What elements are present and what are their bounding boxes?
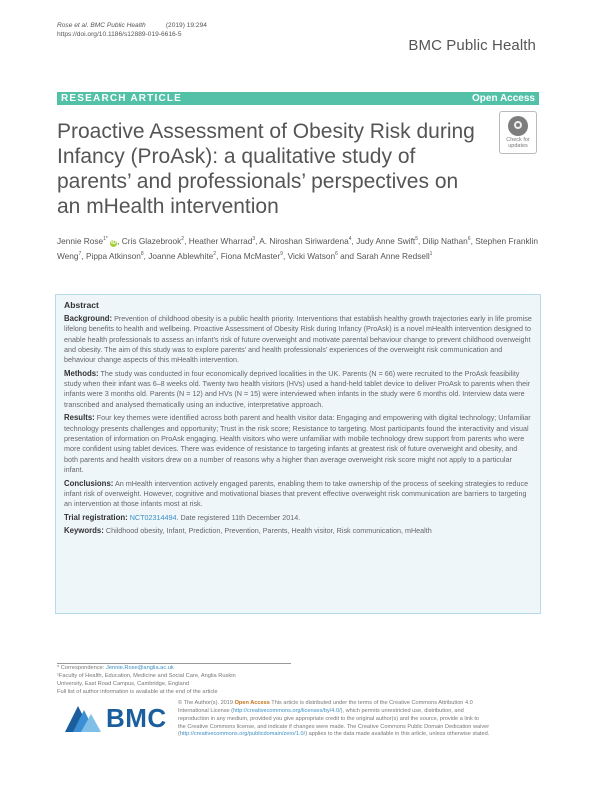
author-info-note: Full list of author information is available at the end of the article bbox=[57, 688, 218, 695]
bmc-logo-text: BMC bbox=[106, 703, 167, 733]
abstract-conclusions: Conclusions: An mHealth intervention actively engaged parents, enabling them to take ownership of the process of seeking strategies to reduce infant risk of overweight. However, cognitive and motivational biases that prevent effective overweight risk communication are barriers to targeting an intervention at those infants most at risk. bbox=[64, 478, 529, 509]
author-affiliation-mark: 6 bbox=[335, 250, 338, 257]
open-access-label: Open Access bbox=[472, 93, 535, 104]
updates-label: updates bbox=[508, 143, 528, 149]
citation: Rose et al. BMC Public Health bbox=[57, 22, 146, 29]
author-affiliation-mark: 6 bbox=[467, 236, 471, 242]
author-name[interactable]: Judy Anne Swift$^5$ bbox=[356, 236, 418, 246]
check-for-label: Check for bbox=[506, 137, 530, 143]
author-name[interactable]: Fiona McMaster$^9$ bbox=[220, 250, 283, 261]
author-name[interactable]: Pippa Atkinson$^8$ bbox=[85, 250, 144, 261]
orcid-icon[interactable]: iD bbox=[111, 240, 117, 246]
affiliation-line2: University, East Road Campus, Cambridge, England bbox=[57, 680, 190, 687]
author-name[interactable]: Vicki Watson$^6$ bbox=[287, 250, 338, 261]
footnote-divider bbox=[57, 663, 291, 664]
author-name[interactable]: Jennie Rose$^{1*}$ iD bbox=[57, 236, 117, 246]
abstract-results: Results: Four key themes were identified across both parent and health visitor data: Engaging and empowering with digital technology; Unfamiliar technology presents challenges and opportunity; Trust in the risk score; Resistance to targeting. Most participants found the interactivity and visual presentation of information on ProAsk engaging. Health visitors who were unfamiliar with mobile technology drew support from parents who were more confident using tablet devices. There was evidence of resistance to targeting infants at greatest risk of future overweight and obesity, and both parents and health visitors drew on a number of reasons why a higher than average overweight risk score might not apply to a particular infant. bbox=[64, 413, 531, 474]
journal-name: BMC Public Health bbox=[408, 37, 536, 54]
author-name[interactable]: A. Niroshan Siriwardena$^4$ bbox=[259, 236, 352, 246]
doi-link[interactable]: https://doi.org/10.1186/s12889-019-6616-5 bbox=[57, 31, 182, 39]
abstract-trial-registration: Trial registration: NCT02314494. Date registered 11th December 2014. bbox=[64, 512, 301, 522]
article-title: Proactive Assessment of Obesity Risk during Infancy (ProAsk): a qualitative study of parents’ and professionals’ perspectives on an mHealth intervention bbox=[57, 120, 475, 218]
author-affiliation-mark: 3 bbox=[252, 236, 256, 242]
abstract-heading: Abstract bbox=[64, 300, 99, 310]
article-type: RESEARCH ARTICLE bbox=[61, 93, 183, 104]
author-name[interactable]: Cris Glazebrook$^2$ bbox=[121, 236, 185, 246]
cc-by-link[interactable]: http://creativecommons.org/licenses/by/4.0/ bbox=[233, 707, 341, 714]
running-header bbox=[57, 21, 207, 39]
abstract-methods: Methods: The study was conducted in four economically deprived localities in the UK. Parents (N = 66) were recruited to the ProAsk feasibility study when their infant was 6–8 weeks old. Twenty two health visitors (HVs) used a hand-held tablet device to deliver ProAsk to parents when their infants were 3 months old. Parents (N = 12) and HVs (N = 15) were interviewed when infants in the study were 6 months old. Interview data were transcribed and analysed thematically using an inductive, interpretative approach. bbox=[64, 368, 531, 409]
year-issue: (2019) 19:294 bbox=[165, 22, 207, 29]
author-affiliation-mark: 1 bbox=[429, 250, 433, 257]
abstract-box bbox=[55, 294, 541, 614]
cc0-link[interactable]: http://creativecommons.org/publicdomain/zero/1.0/ bbox=[179, 731, 306, 738]
author-list: Jennie Rose$^{1*}$ iD, Cris Glazebrook$^2$, Heather Wharrad$^3$, A. Niroshan Siriwardena$^4$, Judy Anne Swift$^5$, Dilip Nathan$^6$, Stephen Franklin Weng$^7$, Pippa Atkinson$^8$, Joanne Ablewhite$^2$, Fiona McMaster$^9$, Vicki Watson$^6$ and Sarah Anne Redsell$^1$ bbox=[57, 236, 538, 261]
affiliation-line1: ¹Faculty of Health, Education, Medicine and Social Care, Anglia Ruskin bbox=[57, 672, 236, 679]
author-affiliation-mark: 7 bbox=[78, 250, 82, 257]
open-access-mark: Open Access bbox=[234, 700, 270, 706]
author-name[interactable]: Heather Wharrad$^3$ bbox=[188, 236, 256, 246]
author-affiliation-mark: 2 bbox=[213, 250, 217, 257]
correspondence-footnote: * Correspondence: Jennie.Rose@anglia.ac.uk ¹Faculty of Health, Education, Medicine and Social Care, Anglia Ruskin University, East Road Campus, Cambridge, England Full list of author information is available at the end of the article bbox=[57, 665, 297, 697]
author-affiliation-mark: 5 bbox=[415, 236, 418, 242]
author-name[interactable]: Dilip Nathan$^6$ bbox=[422, 236, 471, 246]
article-type-ribbon bbox=[57, 92, 539, 105]
author-name[interactable]: Stephen Franklin Weng$^7$ bbox=[57, 236, 538, 261]
author-affiliation-mark: 4 bbox=[348, 236, 352, 242]
author-name[interactable]: Sarah Anne Redsell$^1$ bbox=[356, 250, 433, 261]
author-affiliation-mark: 2 bbox=[181, 236, 185, 242]
check-for-updates-badge[interactable] bbox=[499, 111, 537, 154]
abstract-keywords: Keywords: Childhood obesity, Infant, Prediction, Prevention, Parents, Health visitor, Risk communication, mHealth bbox=[64, 526, 432, 536]
abstract-background: Background: Prevention of childhood obesity is a public health priority. Interventions that establish healthy growth trajectories early in life promise lifelong benefits to health and wellbeing. Proactive Assessment of Obesity Risk during Infancy (ProAsk) is a novel mHealth intervention designed to enable health professionals to assess an infant’s risk of future overweight and motivate parental behaviour change to prevent childhood overweight and obesity. The aim of this study was to explore parents’ and health professionals’ experiences of the overweight risk communication and behaviour change aspects of this mHealth intervention. bbox=[64, 314, 532, 365]
author-affiliation-mark: 8 bbox=[140, 250, 144, 257]
bmc-logo-icon bbox=[65, 706, 103, 732]
correspondence-email[interactable]: Jennie.Rose@anglia.ac.uk bbox=[106, 665, 174, 671]
crossmark-icon bbox=[508, 116, 528, 136]
author-name[interactable]: Joanne Ablewhite$^2$ bbox=[148, 250, 217, 261]
author-affiliation-mark: 1* bbox=[103, 236, 108, 242]
license-statement: © The Author(s). 2019 Open Access This article is distributed under the terms of the Creative Commons Attribution 4.0 International License (http://creativecommons.org/licenses/by/4.0/), which permits unrestricted use, distribution, and reproduction in any medium, provided you give appropriate credit to the original author(s) and the source, provide a link to the Creative Commons license, and indicate if changes were made. The Creative Commons Public Domain Dedication waiver (http://creativecommons.org/publicdomain/zero/1.0/) applies to the data made available in this article, unless otherwise stated. bbox=[178, 700, 490, 738]
trial-id-link[interactable]: NCT02314494 bbox=[129, 512, 177, 522]
author-affiliation-mark: 9 bbox=[280, 250, 283, 257]
